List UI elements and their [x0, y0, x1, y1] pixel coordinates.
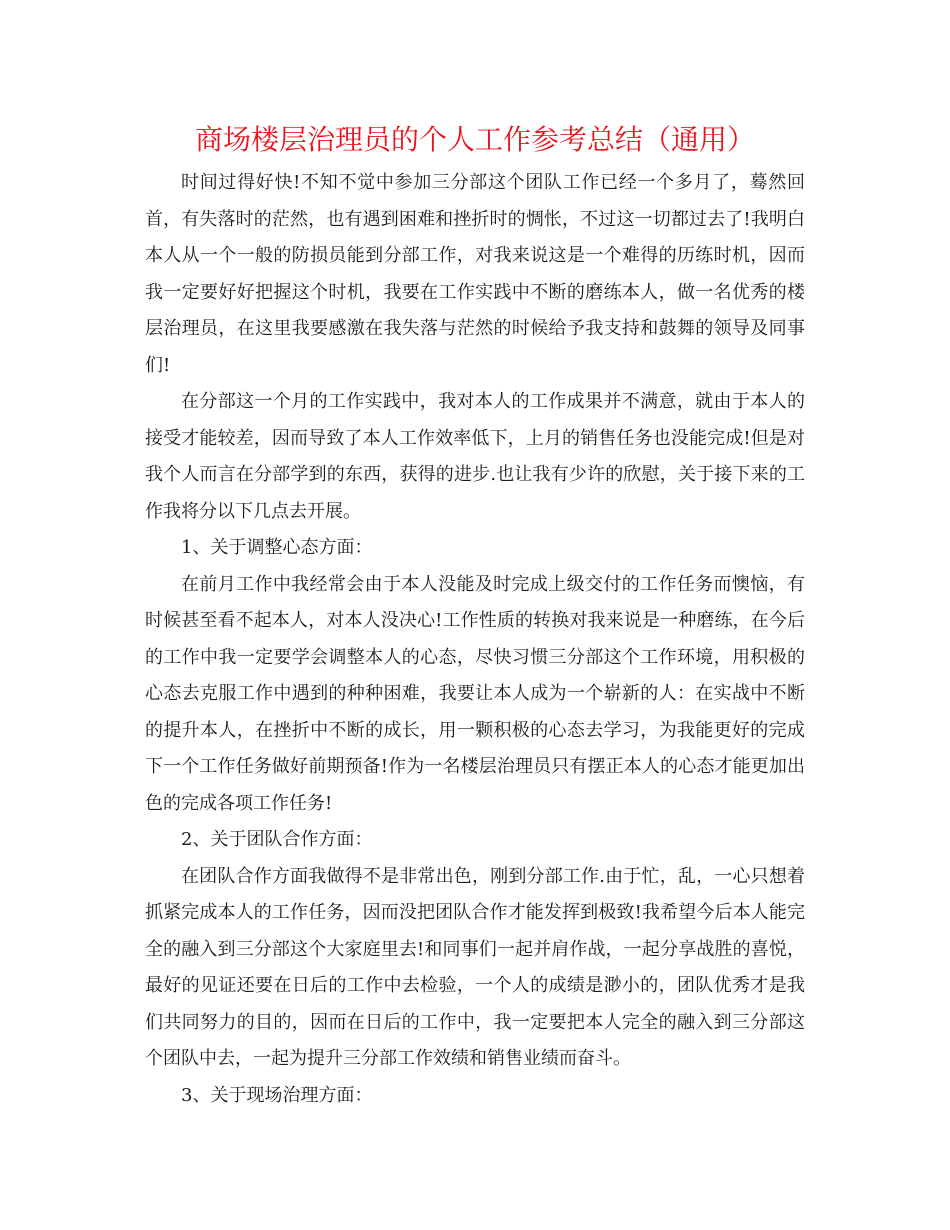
- paragraph-reflection: 在分部这一个月的工作实践中，我对本人的工作成果并不满意，就由于本人的接受才能较差，因而导致了本人工作效率低下，上月的销售任务也没能完成!但是对我个人而言在分部学到的东西，获得的进步.也让我有少许的欣慰，关于接下来的工作我将分以下几点去开展。: [145, 391, 805, 522]
- document-body: [145, 165, 805, 1114]
- section-heading-mindset: 1、关于调整心态方面：: [181, 537, 373, 558]
- document-title: 商场楼层治理员的个人工作参考总结（通用）: [194, 123, 755, 156]
- section-heading-teamwork: 2、关于团队合作方面：: [181, 829, 373, 850]
- paragraph-teamwork: 在团队合作方面我做得不是非常出色，刚到分部工作.由于忙，乱，一心只想着抓紧完成本人的工作任务，因而没把团队合作才能发挥到极致!我希望今后本人能完全的融入到三分部这个大家庭里去!和同事们一起并肩作战，一起分享战胜的喜悦，最好的见证还要在日后的工作中去检验，一个人的成绩是渺小的，团队优秀才是我们共同努力的目的，因而在日后的工作中，我一定要把本人完全的融入到三分部这个团队中去，一起为提升三分部工作效绩和销售业绩而奋斗。: [145, 865, 805, 1069]
- paragraph-intro: 时间过得好快!不知不觉中参加三分部这个团队工作已经一个多月了，蓦然回首，有失落时的茫然，也有遇到困难和挫折时的惆怅，不过这一切都过去了!我明白本人从一个一般的防损员能到分部工作，对我来说这是一个难得的历练时机，因而我一定要好好把握这个时机，我要在工作实践中不断的磨练本人，做一名优秀的楼层治理员，在这里我要感激在我失落与茫然的时候给予我支持和鼓舞的领导及同事们!: [145, 172, 805, 376]
- section-heading-site-management: 3、关于现场治理方面：: [181, 1084, 373, 1106]
- paragraph-mindset: 在前月工作中我经常会由于本人没能及时完成上级交付的工作任务而懊恼，有时候甚至看不起本人，对本人没决心!工作性质的转换对我来说是一种磨练，在今后的工作中我一定要学会调整本人的心态，尽快习惯三分部这个工作环境，用积极的心态去克服工作中遇到的种种困难，我要让本人成为一个崭新的人：在实战中不断的提升本人，在挫折中不断的成长，用一颗积极的心态去学习，为我能更好的完成下一个工作任务做好前期预备!作为一名楼层治理员只有摆正本人的心态才能更加出色的完成各项工作任务!: [145, 573, 805, 814]
